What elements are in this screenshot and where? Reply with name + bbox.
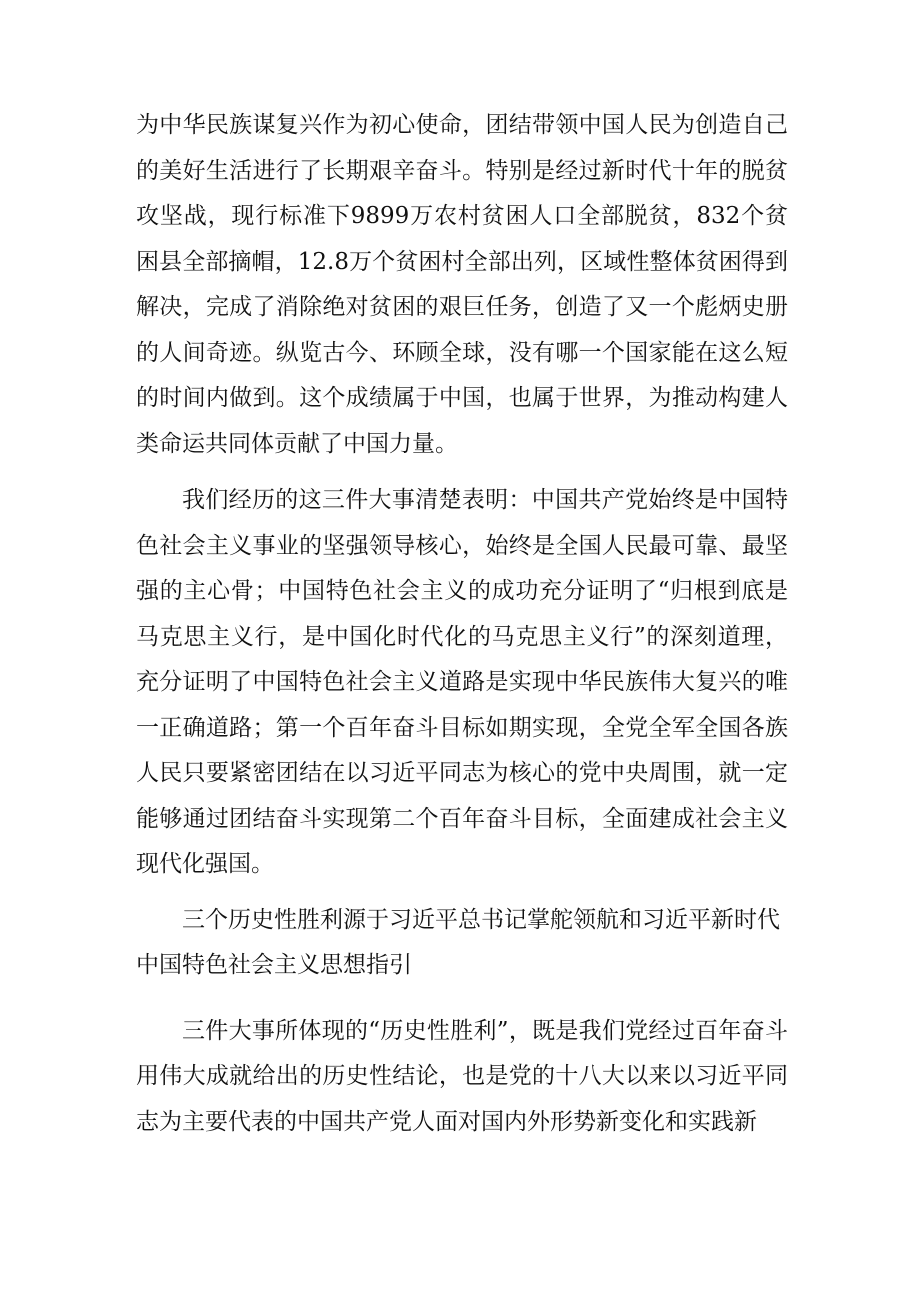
paragraph-historic-victory-conclusion: 三件大事所体现的“历史性胜利”，既是我们党经过百年奋斗用伟大成就给出的历史性结论，也是党的十八大以来以习近平同志为主要代表的中国共产党人面对国内外形势新变化和实践新: [136, 1017, 788, 1135]
paragraph-three-major-events: 我们经历的这三件大事清楚表明：中国共产党始终是中国特色社会主义事业的坚强领导核心，始终是全国人民最可靠、最坚强的主心骨；中国特色社会主义的成功充分证明了“归根到底是马克思主义行，是中国化时代化的马克思主义行”的深刻道理，充分证明了中国特色社会主义道路是实现中华民族伟大复兴的唯一正确道路；第一个百年奋斗目标如期实现，全党全军全国各族人民只要紧密团结在以习近平同志为核心的党中央周围，就一定能够通过团结奋斗实现第二个百年奋斗目标，全面建成社会主义现代化强国。: [136, 487, 788, 877]
paragraph-poverty-alleviation: 为中华民族谋复兴作为初心使命，团结带领中国人民为创造自己的美好生活进行了长期艰辛奋斗。特别是经过新时代十年的脱贫攻坚战，现行标准下9899万农村贫困人口全部脱贫，832个贫困县全部摘帽，12.8万个贫困村全部出列，区域性整体贫困得到解决，完成了消除绝对贫困的艰巨任务，创造了又一个彪炳史册的人间奇迹。纵览古今、环顾全球，没有哪一个国家能在这么短的时间内做到。这个成绩属于中国，也属于世界，为推动构建人类命运共同体贡献了中国力量。: [136, 112, 788, 457]
document-body: [136, 103, 788, 1145]
section-heading-historic-victories: 三个历史性胜利源于习近平总书记掌舵领航和习近平新时代中国特色社会主义思想指引: [136, 906, 780, 978]
